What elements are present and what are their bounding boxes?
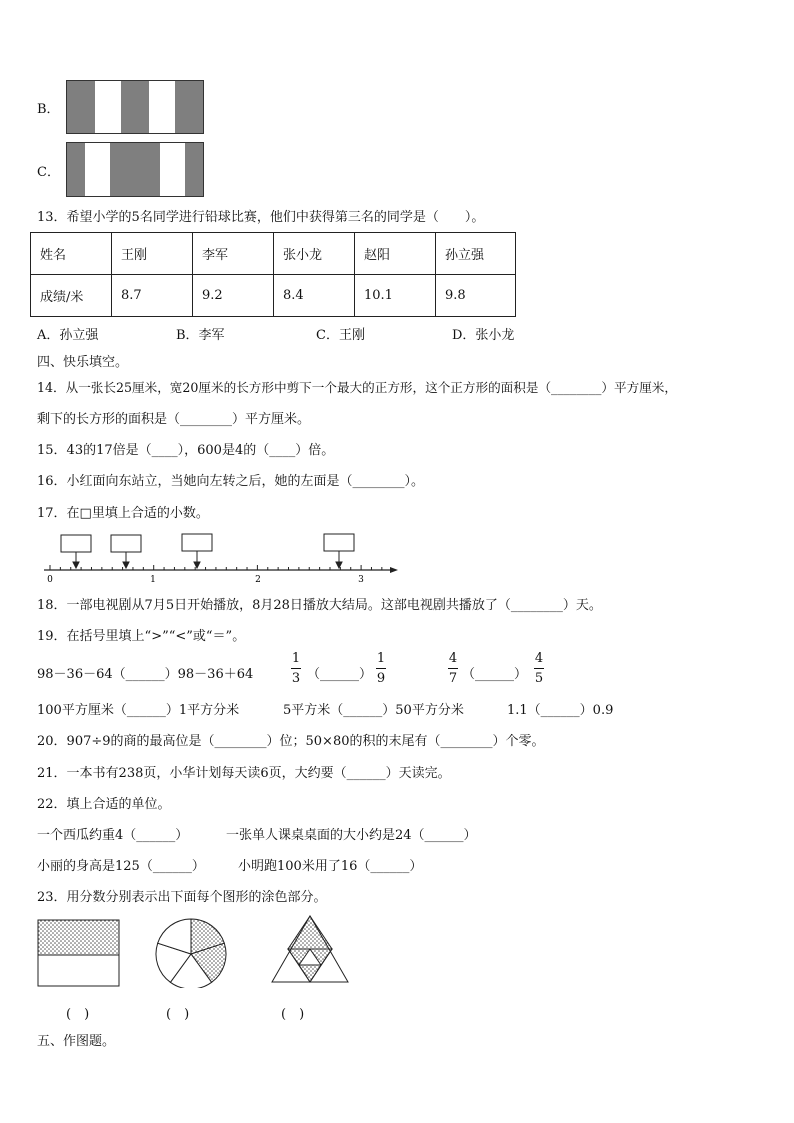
score-table [30, 232, 516, 317]
q19-row2-a: 100平方厘米（______）1平方分米 [37, 703, 240, 718]
triangle-figure [272, 916, 348, 982]
table-cell: 成绩/米 [31, 275, 112, 317]
q22-a: 一个西瓜约重4（______） [37, 828, 189, 843]
rectangle-figure [38, 920, 119, 986]
table-cell: 孙立强 [436, 233, 516, 275]
option-c-stripes-image [66, 142, 204, 197]
q19-blank: （______） [307, 667, 373, 682]
fraction-four-sevenths: 4 7 [448, 651, 458, 686]
q15: 15．43的17倍是（____），600是4的（____）倍。 [37, 443, 335, 458]
q19-expression: 98－36－64（______）98－36＋64 [37, 667, 254, 682]
fraction-one-ninth: 1 9 [376, 651, 386, 686]
q22-c: 小丽的身高是125（______） [37, 859, 205, 874]
q20: 20．907÷9的商的最高位是（________）位；50×80的积的末尾有（________）个零。 [37, 734, 545, 749]
table-row [31, 233, 516, 275]
q13-option-d[interactable]: D．张小龙 [452, 328, 515, 343]
q22-text: 22．填上合适的单位。 [37, 797, 171, 812]
table-cell: 张小龙 [274, 233, 355, 275]
answer-box [61, 535, 91, 552]
q19-row2-c: 1.1（______）0.9 [507, 703, 614, 718]
q14-line2: 剩下的长方形的面积是（________）平方厘米。 [37, 412, 311, 427]
option-b-stripes-image [66, 80, 204, 134]
q22-b: 一张单人课桌桌面的大小约是24（______） [226, 828, 477, 843]
q14-line1: 14．从一张长25厘米，宽20厘米的长方形中剪下一个最大的正方形，这个正方形的面积是（________）平方厘米， [37, 380, 677, 395]
answer-box [111, 535, 141, 552]
circle-figure [156, 919, 226, 988]
q22-d: 小明跑100米用了16（______） [238, 859, 423, 874]
option-c-label: C． [37, 165, 60, 180]
q17-number-line [40, 530, 410, 586]
q23-answer-blank-2[interactable]: ( ) [166, 1007, 190, 1022]
answer-boxes [61, 534, 354, 568]
answer-box [182, 534, 212, 551]
tick-label: 3 [358, 575, 364, 585]
table-row [31, 275, 516, 317]
q19-text: 19．在括号里填上“>”“<”或“＝”。 [37, 629, 246, 644]
option-b-label: B． [37, 102, 60, 117]
table-cell: 9.8 [436, 275, 516, 317]
q13-option-a[interactable]: A．孙立强 [37, 328, 99, 343]
table-cell: 8.7 [112, 275, 193, 317]
tick-label: 0 [47, 575, 53, 585]
q23-answer-blank-3[interactable]: ( ) [281, 1007, 305, 1022]
table-cell: 9.2 [193, 275, 274, 317]
fraction-four-fifths: 4 5 [534, 651, 544, 686]
q19-row2-b: 5平方米（______）50平方分米 [283, 703, 464, 718]
tick-label: 2 [255, 575, 261, 585]
table-cell: 8.4 [274, 275, 355, 317]
table-cell: 姓名 [31, 233, 112, 275]
table-cell: 赵阳 [355, 233, 436, 275]
q19-blank: （______） [462, 667, 528, 682]
q13-text: 13．希望小学的5名同学进行铅球比赛，他们中获得第三名的同学是（ ）。 [37, 210, 485, 225]
section-4-heading: 四、快乐填空。 [37, 355, 129, 370]
q23-text: 23．用分数分别表示出下面每个图形的涂色部分。 [37, 890, 327, 905]
q23-figures [36, 912, 356, 988]
table-cell: 王刚 [112, 233, 193, 275]
q23-answer-blank-1[interactable]: ( ) [66, 1007, 90, 1022]
answer-box [324, 534, 354, 551]
section-5-heading: 五、作图题。 [37, 1034, 116, 1049]
q18: 18．一部电视剧从7月5日开始播放，8月28日播放大结局。这部电视剧共播放了（________）天。 [37, 598, 602, 613]
q16: 16．小红面向东站立，当她向左转之后，她的左面是（________）。 [37, 474, 425, 489]
q21: 21．一本书有238页，小华计划每天读6页，大约要（______）天读完。 [37, 766, 451, 781]
table-cell: 10.1 [355, 275, 436, 317]
q17-text: 17．在□里填上合适的小数。 [37, 506, 209, 521]
fraction-one-third: 1 3 [291, 651, 301, 686]
tick-label: 1 [150, 575, 156, 585]
q13-option-c[interactable]: C．王刚 [316, 328, 365, 343]
q13-option-b[interactable]: B．李军 [176, 328, 225, 343]
table-cell: 李军 [193, 233, 274, 275]
